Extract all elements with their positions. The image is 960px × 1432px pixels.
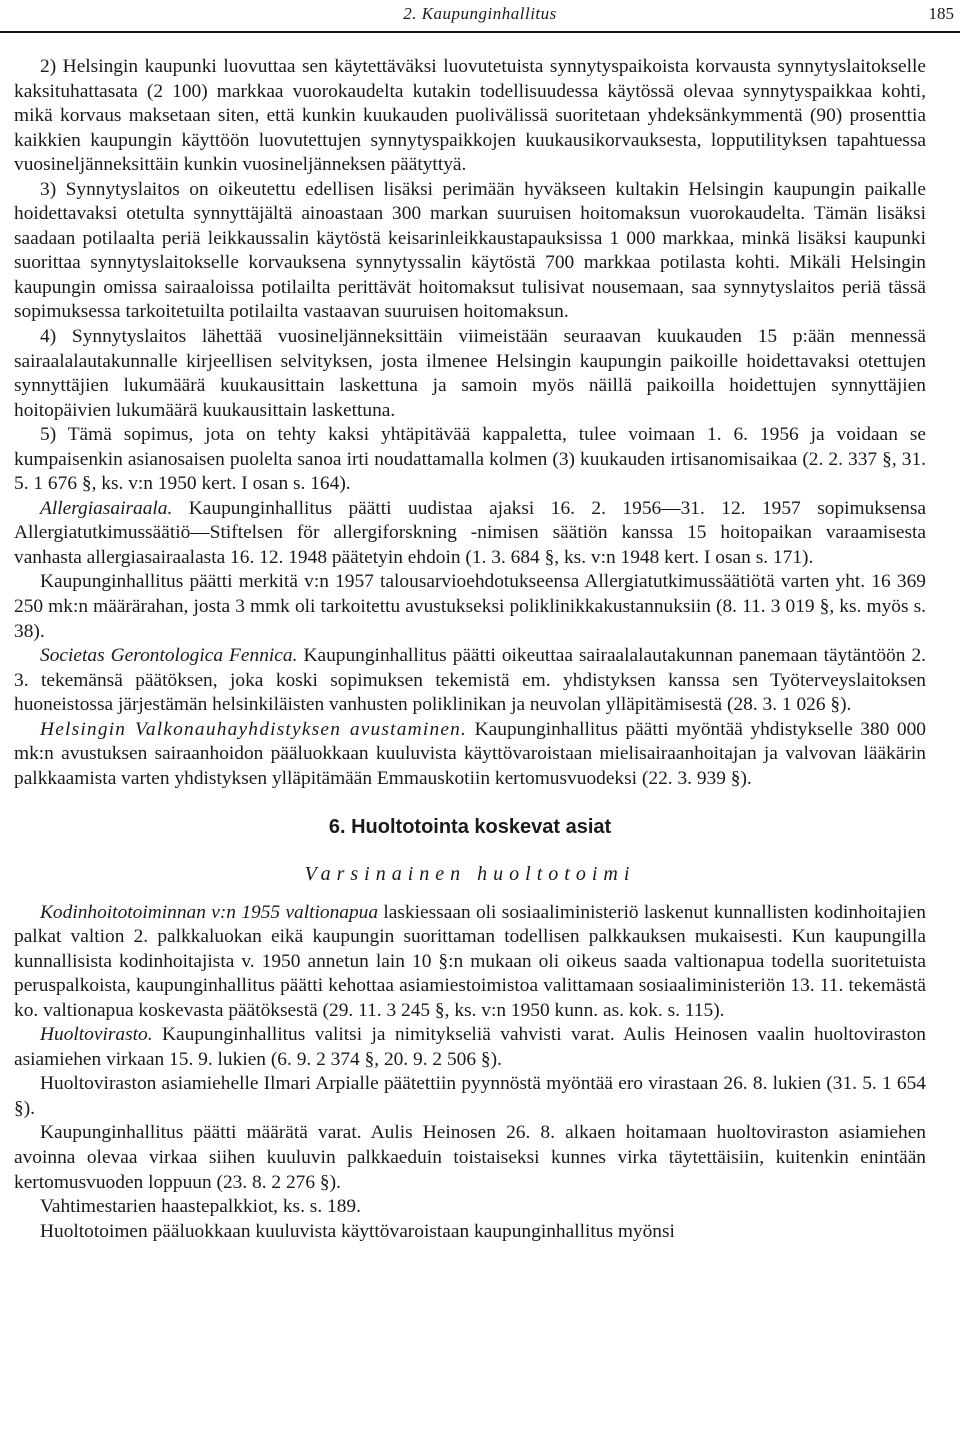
body-text (14, 55, 926, 1244)
paragraph-societas (14, 644, 926, 718)
paragraph-huoltovirasto (14, 1023, 926, 1072)
paragraph-lead: Helsingin Valkonauhayhdistyksen avustaminen. (40, 718, 468, 740)
paragraph-lead: Societas Gerontologica Fennica. (40, 645, 298, 667)
paragraph: 3) Synnytyslaitos on oikeutettu edellisen lisäksi perimään hyväkseen kultakin Helsingin kaupungin paikalle hoidettavaksi otetulta synnyttäjältä ainoastaan 300 markan suuruisen hoitomaksun vuorokaudelta. Tämän lisäksi saadaan potilaalta periä leikkaussalin käytöstä keisarinleikkaustapauksissa 1 000 markkaa, minkä lisäksi kaupunki suorittaa synnytyslaitokselle korvauksena synnytyssalin käytöstä 700 markkaa potilasta kohti. Mikäli Helsingin kaupungin omissa sairaaloissa potilailta perittävät hoitomaksut tulisivat nousemaan, saa synnytyslaitos periä tässä sopimuksessa tarkoitetuilta potilailta vastaavan suuruisen hoitomaksun. (14, 178, 926, 323)
section-number: 6. (328, 816, 346, 839)
paragraph: 4) Synnytyslaitos lähettää vuosineljänneksittäin viimeistään seuraavan kuukauden 15 p:ään mennessä sairaalalautakunnalle kirjeellisen selvityksen, josta ilmenee Helsingin kaupungin paikoille hoidettavaksi otettujen synnyttäjien lukumäärä kuukausittain laskettuna ja samoin myös näillä paikoilla hoidettujen synnyttäjien hoitopäivien lukumäärä kuukausittain laskettuna. (14, 326, 926, 421)
paragraph-lead: Huoltovirasto. (40, 1024, 153, 1046)
paragraph-text: laskiessaan oli sosiaaliministeriö laskenut kunnallisten kodinhoitajien palkat valtion 2. palkkaluokan eikä kaupungin suorittaman todellisen palkkauksen mukaisesti. Kun kaupungilla kunnallisista kodinhoitajista v. 1950 annetun lain 10 §:n mukaan oli oikeus saada valtionapua todella suoritetuista peruspalkoista, kaupunginhallitus päätti kehottaa asiamiestoimistoa valittamaan sosiaaliministeriön 13. 11. tekemästä ko. valtionapua koskevasta päätöksestä (29. 11. 3 245 §, ks. v:n 1950 kunn. as. kok. s. 115). (14, 901, 926, 1021)
paragraph-lead: Allergiasairaala. (40, 497, 173, 519)
paragraph: 5) Tämä sopimus, jota on tehty kaksi yhtäpitävää kappaletta, tulee voimaan 1. 6. 1956 ja voidaan se kumpaisenkin asianosaisen puolelta sanoa irti noudattamalla kolmen (3) kuukauden irtisanomisaikaa (2. 2. 337 §, 31. 5. 1 676 §, ks. v:n 1950 kert. I osan s. 164). (14, 424, 926, 495)
running-head (0, 0, 960, 34)
section-heading (14, 815, 926, 840)
paragraph: Huoltoviraston asiamiehelle Ilmari Arpialle päätettiin pyynnöstä myöntää ero virastaan 26. 8. lukien (31. 5. 1 654 §). (14, 1073, 926, 1119)
paragraph-valkonauha (14, 718, 926, 792)
header-rule (0, 31, 960, 33)
paragraph-lead: Kodinhoitotoiminnan v:n 1955 valtionapua (40, 901, 379, 923)
paragraph: Huoltotoimen pääluokkaan kuuluvista käyttövaroistaan kaupunginhallitus myönsi (40, 1220, 675, 1242)
paragraph-text: Kaupunginhallitus päätti oikeuttaa sairaalalautakunnan panemaan täytäntöön 2. 3. tekemänsä päätöksen, joka koski sopimuksen tekemistä em. yhdistyksen kanssa sen Työterveyslaitoksen huoneistossa järjestämän helsinkiläisten vanhusten poliklinikan ja neuvolan ylläpitämisestä (28. 3. 1 026 §). (14, 645, 926, 716)
running-title: 2. Kaupunginhallitus (403, 4, 557, 23)
page-number: 185 (928, 4, 954, 23)
paragraph-text: Kaupunginhallitus valitsi ja nimitykseliä vahvisti varat. Aulis Heinosen vaalin huoltoviraston asiamiehen virkaan 15. 9. lukien (6. 9. 2 374 §, 20. 9. 2 506 §). (14, 1024, 926, 1070)
section-title: Huoltotointa koskevat asiat (351, 816, 612, 839)
paragraph: Vahtimestarien haastepalkkiot, ks. s. 189. (40, 1196, 361, 1218)
paragraph-text: Kaupunginhallitus päätti uudistaa ajaksi 16. 2. 1956—31. 12. 1957 sopimuksensa Allergiatutkimussäätiö—Stiftelsen för allergiforskning -nimisen säätiön kanssa 15 hoitopaikan varaamisesta vanhasta allergiasairaalasta 16. 12. 1948 päätetyin ehdoin (1. 3. 684 §, ks. v:n 1948 kert. I osan s. 171). (14, 497, 926, 568)
paragraph-text: Kaupunginhallitus päätti myöntää yhdistykselle 380 000 mk:n avustuksen sairaanhoidon pääluokkaan kuuluvista käyttövaroistaan mielisairaanhoitajan ja valvovan lääkärin palkkaamista varten yhdistyksen ylläpitämään Emmauskotiin kertomusvuodeksi (22. 3. 939 §). (14, 718, 926, 789)
paragraph: Kaupunginhallitus päätti määrätä varat. Aulis Heinosen 26. 8. alkaen hoitamaan huoltoviraston asiamiehen avoinna olevaa virkaa siihen kuuluvin palkkaeduin toistaiseksi kunnes virka täytettäisiin, kuitenkin enintään kertomusvuoden loppuun (23. 8. 2 276 §). (14, 1122, 926, 1193)
paragraph-kodinhoito (14, 901, 926, 1024)
paragraph: Kaupunginhallitus päätti merkitä v:n 1957 talousarvioehdotukseensa Allergiatutkimussäätiötä varten yht. 16 369 250 mk:n määrärahan, josta 3 mmk oli tarkoitettu avustukseksi poliklinikkakustannuksiin (8. 11. 3 019 §, ks. myös s. 38). (14, 571, 926, 642)
paragraph: 2) Helsingin kaupunki luovuttaa sen käytettäväksi luovutetuista synnytyspaikoista korvausta synnytyslaitokselle kaksituhattasata (2 100) markkaa vuorokaudelta kutakin todellisuudessa käytössä olevaa synnytyspaikkaa kohti, mikä korvaus maksetaan siten, että kunkin kuukauden puolivälissä suoritetaan yhdeksänkymmentä (90) prosenttia kaikkien kaupungin käyttöön luovutettujen synnytyspaikkojen kuukausikorvauksesta, lopputilityksen tapahtuessa vuosineljänneksittäin kunkin vuosineljänneksen päätyttyä. (14, 56, 926, 176)
subsection-heading: Varsinainen huoltotoimi (304, 862, 636, 885)
paragraph-allergiasairaala (14, 497, 926, 571)
